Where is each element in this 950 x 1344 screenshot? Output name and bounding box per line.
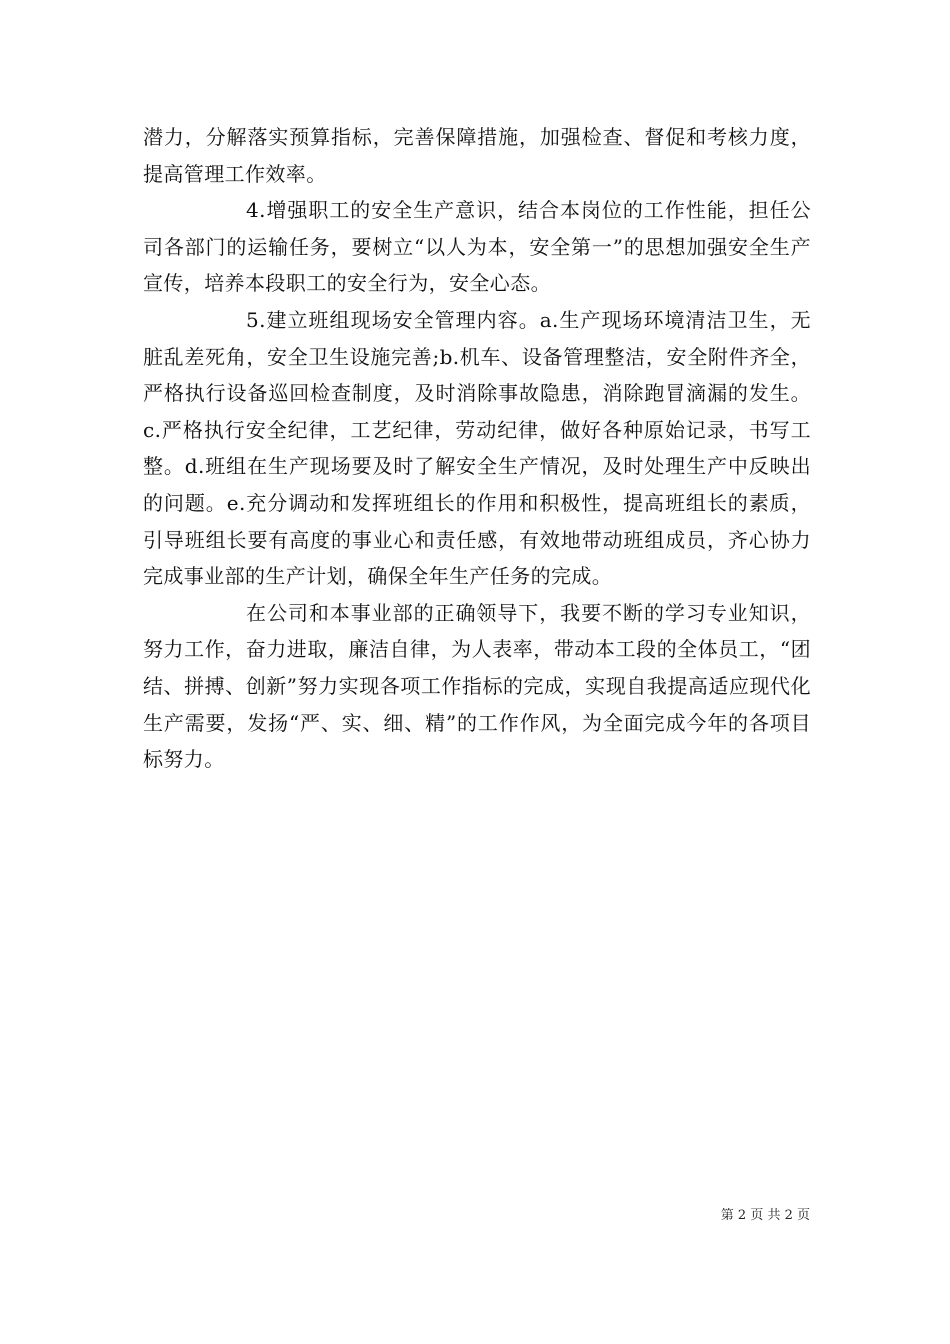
- document-body: [143, 119, 811, 778]
- paragraph-continuation: 潜力，分解落实预算指标，完善保障措施，加强检查、督促和考核力度，提高管理工作效率。: [143, 125, 811, 186]
- paragraph-item-4: 4.增强职工的安全生产意识，结合本岗位的工作性能，担任公司各部门的运输任务，要树立“以人为本，安全第一”的思想加强安全生产宣传，培养本段职工的安全行为，安全心态。: [143, 198, 811, 296]
- page-number-footer: 第 2 页 共 2 页: [720, 1208, 810, 1223]
- paragraph-conclusion: 在公司和本事业部的正确领导下，我要不断的学习专业知识，努力工作，奋力进取，廉洁自律，为人表率，带动本工段的全体员工，“团结、拼搏、创新”努力实现各项工作指标的完成，实现自我提高适应现代化生产需要，发扬“严、实、细、精”的工作作风，为全面完成今年的各项目标努力。: [143, 600, 811, 772]
- paragraph-item-5: 5.建立班组现场安全管理内容。a.生产现场环境清洁卫生，无脏乱差死角，安全卫生设施完善;b.机车、设备管理整洁，安全附件齐全，严格执行设备巡回检查制度，及时消除事故隐患，消除跑冒滴漏的发生。c.严格执行安全纪律，工艺纪律，劳动纪律，做好各种原始记录，书写工整。d.班组在生产现场要及时了解安全生产情况，及时处理生产中反映出的问题。e.充分调动和发挥班组长的作用和积极性，提高班组长的素质，引导班组长要有高度的事业心和责任感，有效地带动班组成员，齐心协力完成事业部的生产计划，确保全年生产任务的完成。: [143, 307, 811, 589]
